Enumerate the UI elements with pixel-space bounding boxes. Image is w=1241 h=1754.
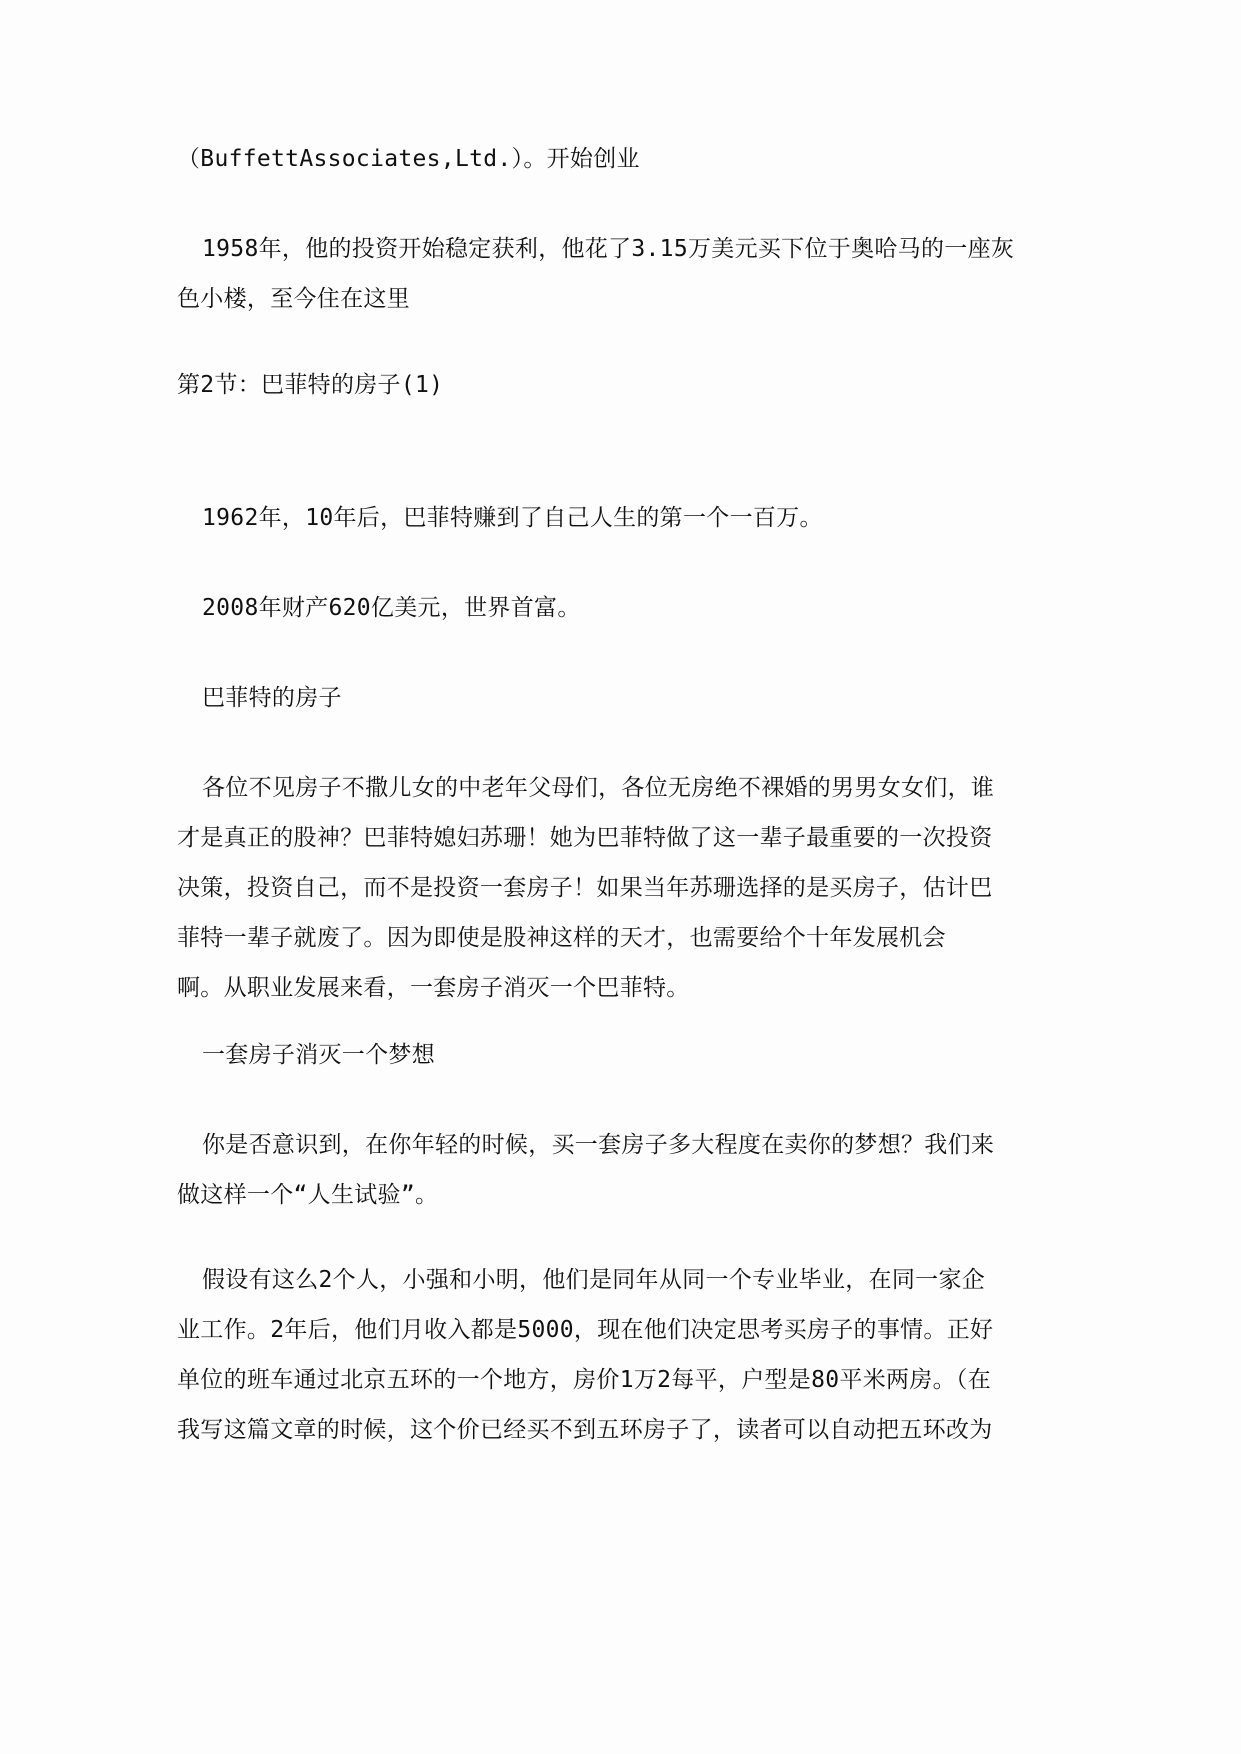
paragraph-1958-house — [177, 224, 1065, 324]
subheading: 一套房子消灭一个梦想 — [202, 1042, 435, 1068]
text-line: 单位的班车通过北京五环的一个地方，房价1万2每平，户型是80平米两房。（在 — [177, 1367, 991, 1393]
text-line: 色小楼，至今住在这里 — [177, 286, 410, 312]
paragraph-company-name — [177, 134, 1065, 184]
subheading-buffett-house — [177, 673, 1065, 723]
text-line: 我写这篇文章的时候，这个价已经买不到五环房子了，读者可以自动把五环改为 — [177, 1417, 993, 1443]
text-line: 2008年财产620亿美元，世界首富。 — [202, 595, 581, 621]
text-line: 各位不见房子不撒儿女的中老年父母们，各位无房绝不裸婚的男男女女们，谁 — [202, 775, 995, 801]
paragraph-2008-richest — [177, 583, 1065, 633]
text-line: （BuffettAssociates,Ltd.）。开始创业 — [177, 146, 640, 172]
paragraph-susan-decision — [177, 763, 1065, 1013]
text-line: 决策，投资自己，而不是投资一套房子！如果当年苏珊选择的是买房子，估计巴 — [177, 875, 993, 901]
section-heading — [177, 360, 1065, 410]
subheading-house-kills-dream — [177, 1030, 1065, 1080]
text-line: 啊。从职业发展来看，一套房子消灭一个巴菲特。 — [177, 975, 690, 1001]
text-line: 你是否意识到，在你年轻的时候，买一套房子多大程度在卖你的梦想？我们来 — [202, 1132, 995, 1158]
paragraph-xiaoqiang-xiaoming — [177, 1255, 1065, 1455]
paragraph-life-experiment — [177, 1120, 1065, 1220]
text-line: 做这样一个“人生试验”。 — [177, 1182, 439, 1208]
section-title: 第2节：巴菲特的房子(1) — [177, 372, 444, 398]
text-line: 1958年，他的投资开始稳定获利，他花了3.15万美元买下位于奥哈马的一座灰 — [202, 236, 1015, 262]
paragraph-1962-million — [177, 493, 1065, 543]
subheading: 巴菲特的房子 — [202, 685, 342, 711]
text-line: 1962年，10年后，巴菲特赚到了自己人生的第一个一百万。 — [202, 505, 823, 531]
text-line: 假设有这么2个人，小强和小明，他们是同年从同一个专业毕业，在同一家企 — [202, 1267, 986, 1293]
text-line: 业工作。2年后，他们月收入都是5000，现在他们决定思考买房子的事情。正好 — [177, 1317, 994, 1343]
text-line: 才是真正的股神？巴菲特媳妇苏珊！她为巴菲特做了这一辈子最重要的一次投资 — [177, 825, 993, 851]
text-line: 菲特一辈子就废了。因为即使是股神这样的天才，也需要给个十年发展机会 — [177, 925, 946, 951]
